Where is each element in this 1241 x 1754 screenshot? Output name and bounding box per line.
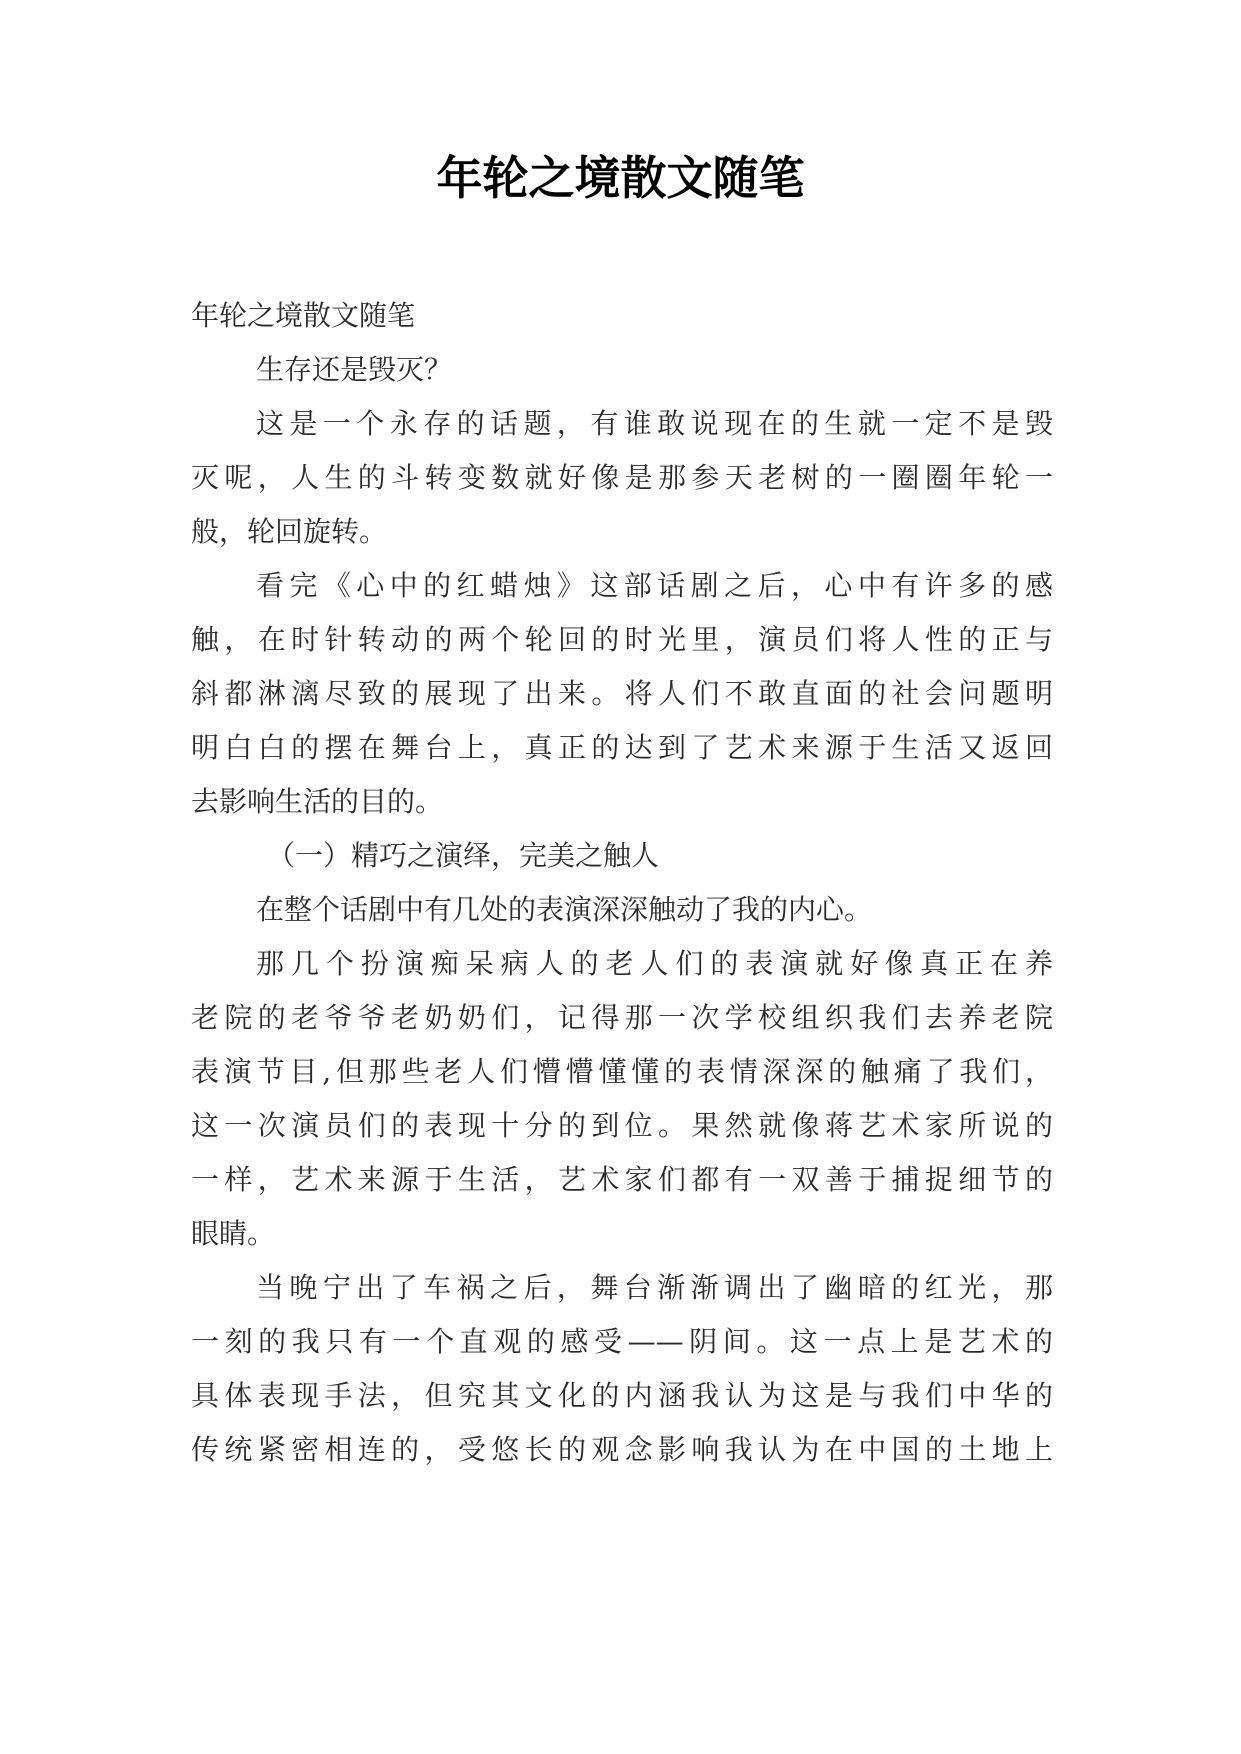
text-line: 触，在时针转动的两个轮回的时光里，演员们将人性的正与 (191, 623, 1053, 656)
text-line: 看完《心中的红蜡烛》这部话剧之后，心中有许多的感 (256, 569, 1053, 602)
text-line: 这是一个永存的话题，有谁敢说现在的生就一定不是毁 (256, 407, 1053, 440)
document-body (191, 289, 1053, 1477)
text-line: 眼睛。 (191, 1217, 276, 1250)
text-line: 般，轮回旋转。 (191, 515, 388, 548)
text-line: 在整个话剧中有几处的表演深深触动了我的内心。 (256, 893, 873, 926)
text-line: 灭呢，人生的斗转变数就好像是那参天老树的一圈圈年轮一 (191, 461, 1053, 494)
text-line: 去影响生活的目的。 (191, 785, 444, 818)
text-line: 一样，艺术来源于生活，艺术家们都有一双善于捕捉细节的 (191, 1163, 1053, 1196)
text-line: 斜都淋漓尽致的展现了出来。将人们不敢直面的社会问题明 (191, 677, 1053, 710)
text-line: 表演节目,但那些老人们懵懵懂懂的表情深深的触痛了我们， (191, 1055, 1053, 1088)
text-line: 年轮之境散文随笔 (191, 299, 416, 332)
text-line: 生存还是毁灭？ (256, 353, 453, 386)
text-line: 明白白的摆在舞台上，真正的达到了艺术来源于生活又返回 (191, 731, 1053, 764)
text-line: 那几个扮演痴呆病人的老人们的表演就好像真正在养 (256, 947, 1053, 980)
text-line: 这一次演员们的表现十分的到位。果然就像蒋艺术家所说的 (191, 1109, 1053, 1142)
section-heading: （一）精巧之演绎，完美之触人 (267, 839, 660, 872)
document-title: 年轮之境散文随笔 (436, 151, 805, 205)
text-line: 具体表现手法，但究其文化的内涵我认为这是与我们中华的 (191, 1379, 1053, 1412)
text-line: 老院的老爷爷老奶奶们，记得那一次学校组织我们去养老院 (191, 1001, 1053, 1034)
text-line: 当晚宁出了车祸之后，舞台渐渐调出了幽暗的红光，那 (256, 1271, 1053, 1304)
text-line: 传统紧密相连的，受悠长的观念影响我认为在中国的土地上 (191, 1433, 1053, 1466)
text-line: 一刻的我只有一个直观的感受——阴间。这一点上是艺术的 (191, 1325, 1053, 1358)
